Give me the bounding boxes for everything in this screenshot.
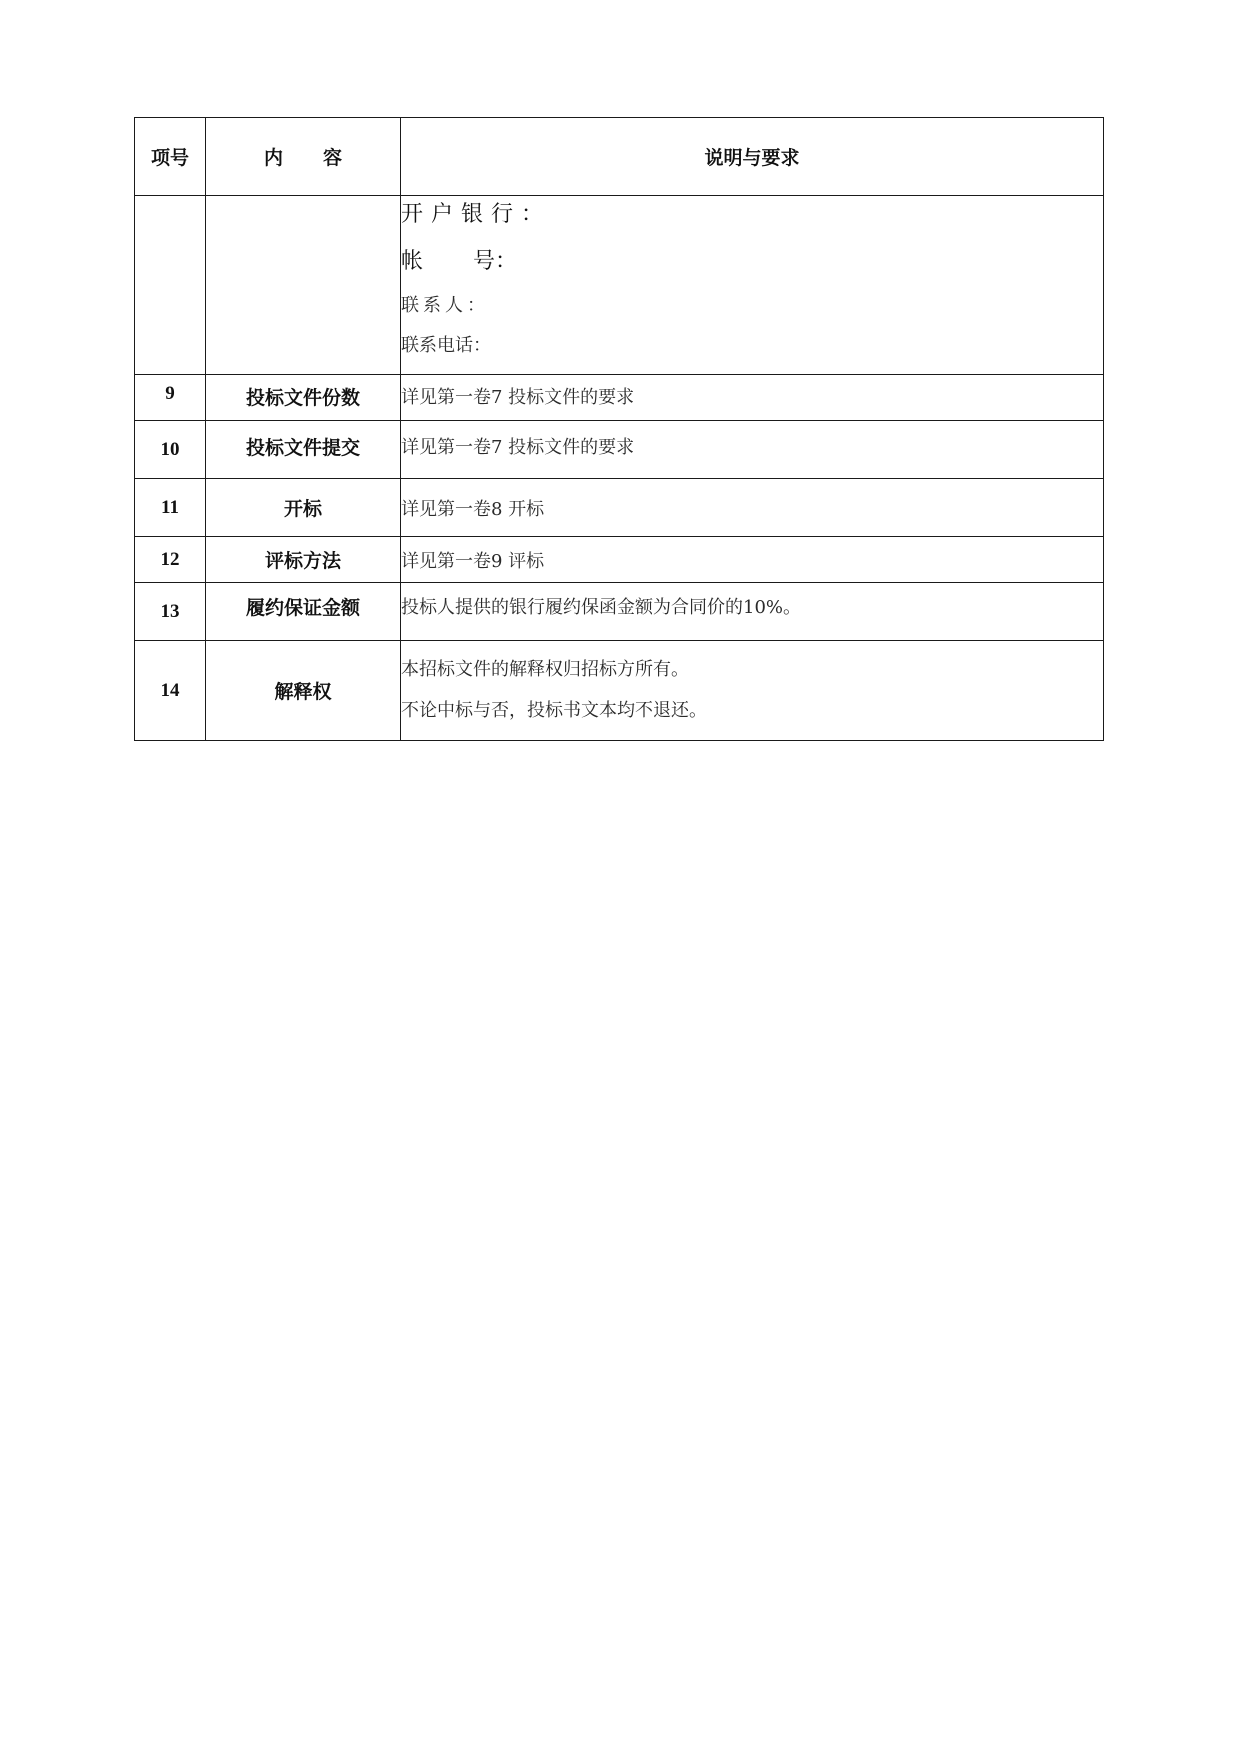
row-item: 履约保证金额: [206, 583, 401, 641]
row-number: 13: [135, 583, 206, 641]
row-number: 14: [135, 641, 206, 741]
account-label-a: 帐: [401, 249, 424, 274]
header-item-number: 项号: [135, 118, 206, 196]
row-item: 解释权: [206, 641, 401, 741]
header-description: 说明与要求: [401, 118, 1104, 196]
row-description: 详见第一卷8 开标: [401, 479, 1104, 537]
table-row: [135, 641, 1104, 741]
row-number: 9: [135, 375, 206, 421]
row-item: 开标: [206, 479, 401, 537]
bank-row-item-cell: [206, 196, 401, 375]
row-number: 10: [135, 421, 206, 479]
row-item: 评标方法: [206, 537, 401, 583]
row-item: 投标文件份数: [206, 375, 401, 421]
row-number: 12: [135, 537, 206, 583]
bank-info-cell: [401, 196, 1104, 375]
bank-row-num-cell: [135, 196, 206, 375]
description-line-1: 本招标文件的解释权归招标方所有。: [401, 659, 689, 680]
description-line-2: 不论中标与否，投标书文本均不退还。: [401, 700, 707, 721]
row-number: 11: [135, 479, 206, 537]
account-label-b: 号：: [473, 249, 518, 274]
row-item: 投标文件提交: [206, 421, 401, 479]
header-content-b: 容: [323, 147, 343, 169]
header-content: [206, 118, 401, 196]
contact-person-label: 联系人：: [401, 295, 489, 316]
table-row: [135, 375, 1104, 421]
header-content-a: 内: [263, 147, 283, 169]
row-description: 详见第一卷7 投标文件的要求: [401, 421, 1104, 479]
table-row: [135, 583, 1104, 641]
table-row: [135, 537, 1104, 583]
table-header-row: [135, 118, 1104, 196]
row-description: [401, 641, 1104, 741]
table-row-bank-info: [135, 196, 1104, 375]
row-description: 详见第一卷7 投标文件的要求: [401, 375, 1104, 421]
account-number-label: [401, 249, 1103, 275]
contact-phone-label: 联系电话：: [401, 335, 491, 356]
row-description: 投标人提供的银行履约保函金额为合同价的10%。: [401, 583, 1104, 641]
row-description: 详见第一卷9 评标: [401, 537, 1104, 583]
table-row: [135, 479, 1104, 537]
bank-name-label: 开户银行：: [401, 202, 552, 227]
requirements-table: [134, 117, 1104, 741]
table-row: [135, 421, 1104, 479]
